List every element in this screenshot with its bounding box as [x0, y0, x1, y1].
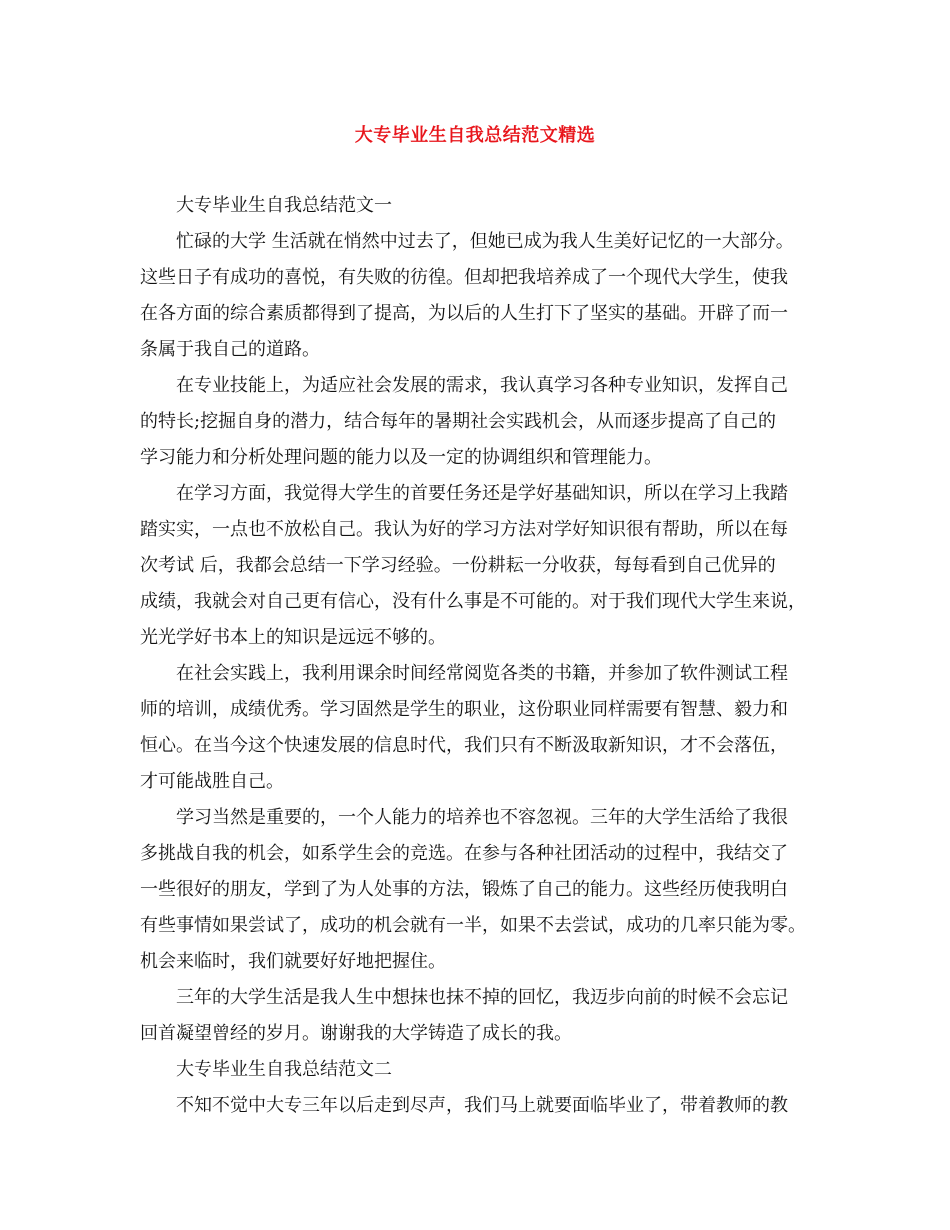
body-line: 光光学好书本上的知识是远远不够的。: [140, 627, 446, 648]
body-line: 回首凝望曾经的岁月。谢谢我的大学铸造了成长的我。: [140, 1023, 572, 1044]
body-line: 次考试 后，我都会总结一下学习经验。一份耕耘一分收获，每每看到自己优异的: [140, 555, 776, 576]
body-line: 三年的大学生活是我人生中想抹也抹不掉的回忆，我迈步向前的时候不会忘记: [176, 987, 788, 1008]
document-title: 大专毕业生自我总结范文精选: [354, 125, 596, 146]
body-line: 这些日子有成功的喜悦，有失败的彷徨。但却把我培养成了一个现代大学生，使我: [140, 267, 788, 288]
section-heading-1: 大专毕业生自我总结范文一: [176, 195, 392, 216]
body-line: 在学习方面，我觉得大学生的首要任务还是学好基础知识，所以在学习上我踏: [176, 483, 788, 504]
body-line: 条属于我自己的道路。: [140, 339, 320, 360]
section-heading-2: 大专毕业生自我总结范文二: [176, 1059, 392, 1080]
body-line: 学习能力和分析处理问题的能力以及一定的协调组织和管理能力。: [140, 447, 662, 468]
body-line: 才可能战胜自己。: [140, 771, 284, 792]
body-line: 在社会实践上，我利用课余时间经常阅览各类的书籍，并参加了软件测试工程: [176, 663, 788, 684]
body-line: 多挑战自我的机会，如系学生会的竞选。在参与各种社团活动的过程中，我结交了: [140, 843, 788, 864]
body-line: 一些很好的朋友，学到了为人处事的方法，锻炼了自己的能力。这些经历使我明白: [140, 879, 788, 900]
body-line: 有些事情如果尝试了，成功的机会就有一半，如果不去尝试，成功的几率只能为零。: [140, 915, 806, 936]
body-line: 忙碌的大学 生活就在悄然中过去了，但她已成为我人生美好记忆的一大部分。: [176, 231, 794, 252]
body-line: 不知不觉中大专三年以后走到尽声，我们马上就要面临毕业了，带着教师的教: [176, 1095, 788, 1116]
body-line: 成绩，我就会对自己更有信心，没有什么事是不可能的。对于我们现代大学生来说，: [140, 591, 806, 612]
body-line: 学习当然是重要的，一个人能力的培养也不容忽视。三年的大学生活给了我很: [176, 807, 788, 828]
body-line: 在各方面的综合素质都得到了提高，为以后的人生打下了坚实的基础。开辟了而一: [140, 303, 788, 324]
body-line: 恒心。在当今这个快速发展的信息时代，我们只有不断汲取新知识，才不会落伍，: [140, 735, 788, 756]
body-line: 踏实实，一点也不放松自己。我认为好的学习方法对学好知识很有帮助，所以在每: [140, 519, 788, 540]
body-line: 师的培训，成绩优秀。学习固然是学生的职业，这份职业同样需要有智慧、毅力和: [140, 699, 788, 720]
body-line: 机会来临时，我们就要好好地把握住。: [140, 951, 446, 972]
body-line: 在专业技能上，为适应社会发展的需求，我认真学习各种专业知识，发挥自己: [176, 375, 788, 396]
body-line: 的特长;挖掘自身的潜力，结合每年的暑期社会实践机会，从而逐步提高了自己的: [140, 411, 777, 432]
